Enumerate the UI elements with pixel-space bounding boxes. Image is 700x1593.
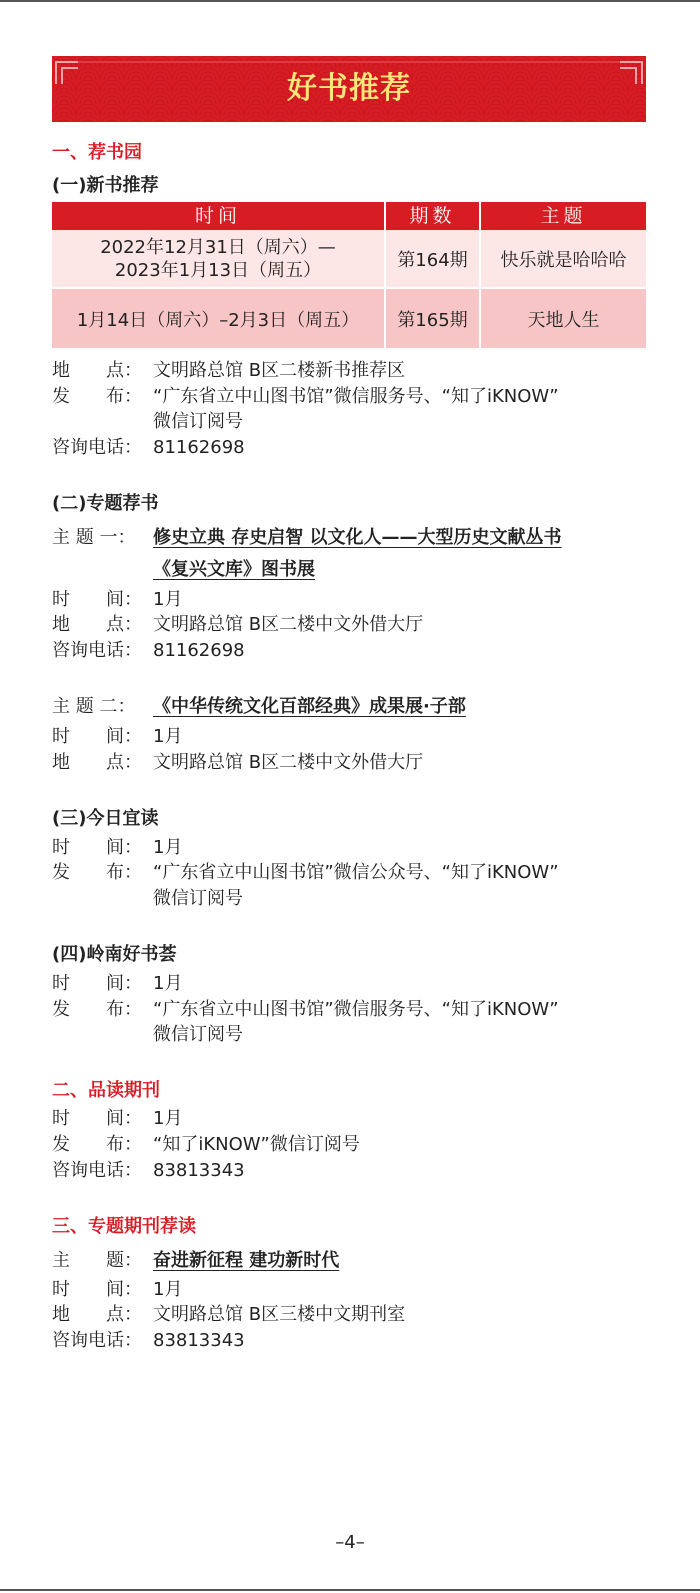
label: 时 间： [52, 726, 142, 747]
subsection-heading-today-reading: (三)今日宜读 [52, 808, 159, 829]
info-topic-2 [52, 692, 466, 718]
info-location [52, 610, 423, 636]
value: 1月 [153, 589, 183, 610]
value: 1月 [153, 837, 183, 858]
label: 主 题： [52, 1250, 142, 1271]
value: 《中华传统文化百部经典》成果展·子部 [153, 696, 466, 717]
info-publish-cont: 微信订阅号 [153, 411, 243, 432]
label: 时 间： [52, 1279, 142, 1300]
info-publish-cont: 微信订阅号 [153, 888, 243, 909]
label: 发 布： [52, 386, 142, 407]
info-publish [52, 1130, 360, 1156]
label: 发 布： [52, 999, 142, 1020]
section-heading-recommend: 一、荐书园 [52, 142, 142, 163]
info-topic [52, 1246, 339, 1272]
info-time [52, 1104, 182, 1130]
subsection-heading-new-books: (一)新书推荐 [52, 175, 159, 196]
value: 修史立典 存史启智 以文化人——大型历史文献丛书 [153, 527, 562, 548]
info-phone [52, 636, 245, 662]
section-heading-periodicals: 二、品读期刊 [52, 1080, 160, 1101]
page-number: –4– [335, 1532, 365, 1553]
info-phone [52, 1156, 245, 1182]
label: 地 点： [52, 1304, 142, 1325]
info-time [52, 833, 182, 859]
info-location [52, 356, 405, 382]
value: 81162698 [153, 437, 245, 458]
table-row-1-time [52, 230, 384, 287]
info-publish-cont: 微信订阅号 [153, 1024, 243, 1045]
value: 1月 [153, 1279, 183, 1300]
value: 文明路总馆 B区二楼中文外借大厅 [153, 752, 424, 773]
info-time [52, 585, 182, 611]
table-row-1-theme: 快乐就是哈哈哈 [481, 230, 646, 287]
banner-title: 好书推荐 [287, 71, 411, 106]
info-topic-1-cont: 《复兴文库》图书展 [153, 559, 315, 580]
value: 文明路总馆 B区二楼中文外借大厅 [153, 614, 424, 635]
table-row-2-theme: 天地人生 [481, 289, 646, 348]
value: 文明路总馆 B区三楼中文期刊室 [153, 1304, 406, 1325]
label: 咨询电话： [52, 437, 142, 458]
label: 主 题 一： [52, 527, 136, 548]
value: 文明路总馆 B区二楼新书推荐区 [153, 360, 406, 381]
table-row-2-time: 1月14日（周六）–2月3日（周五） [52, 289, 384, 348]
label: 咨询电话： [52, 1160, 142, 1181]
info-publish [52, 995, 559, 1021]
info-time [52, 1275, 182, 1301]
value: 83813343 [153, 1160, 245, 1181]
value: “广东省立中山图书馆”微信公众号、“知了iKNOW” [153, 862, 559, 883]
value: 奋进新征程 建功新时代 [153, 1250, 340, 1271]
label: 咨询电话： [52, 1330, 142, 1351]
value: 1月 [153, 1108, 183, 1129]
section-heading-topic-periodicals: 三、专题期刊荐读 [52, 1216, 196, 1237]
section-banner [52, 56, 646, 122]
label: 地 点： [52, 360, 142, 381]
table-header-issue: 期数 [386, 202, 479, 230]
label: 时 间： [52, 1108, 142, 1129]
info-publish [52, 858, 559, 884]
value: 1月 [153, 973, 183, 994]
top-border [0, 0, 700, 2]
label: 主 题 二： [52, 696, 136, 717]
value: “广东省立中山图书馆”微信服务号、“知了iKNOW” [153, 999, 559, 1020]
subsection-heading-lingnan: (四)岭南好书荟 [52, 944, 177, 965]
info-publish [52, 382, 559, 408]
row-1-time-line2: 2023年1月13日（周五） [114, 259, 322, 281]
value: “知了iKNOW”微信订阅号 [153, 1134, 360, 1155]
info-phone [52, 433, 245, 459]
label: 发 布： [52, 1134, 142, 1155]
table-row-2-issue: 第165期 [386, 289, 479, 348]
info-time [52, 722, 182, 748]
label: 时 间： [52, 837, 142, 858]
table-row-1-issue: 第164期 [386, 230, 479, 287]
info-topic-1 [52, 523, 562, 549]
info-location [52, 748, 423, 774]
value: 81162698 [153, 640, 245, 661]
table-header-time: 时间 [52, 202, 384, 230]
value: 83813343 [153, 1330, 245, 1351]
label: 时 间： [52, 589, 142, 610]
subsection-heading-topic-books: (二)专题荐书 [52, 493, 159, 514]
value: 1月 [153, 726, 183, 747]
info-time [52, 969, 182, 995]
info-phone [52, 1326, 245, 1352]
label: 咨询电话： [52, 640, 142, 661]
row-1-time-line1: 2022年12月31日（周六）— [100, 236, 336, 258]
table-header-theme: 主题 [481, 202, 646, 230]
label: 地 点： [52, 614, 142, 635]
label: 发 布： [52, 862, 142, 883]
label: 时 间： [52, 973, 142, 994]
info-location [52, 1300, 405, 1326]
value: “广东省立中山图书馆”微信服务号、“知了iKNOW” [153, 386, 559, 407]
label: 地 点： [52, 752, 142, 773]
bottom-border [0, 1589, 700, 1591]
